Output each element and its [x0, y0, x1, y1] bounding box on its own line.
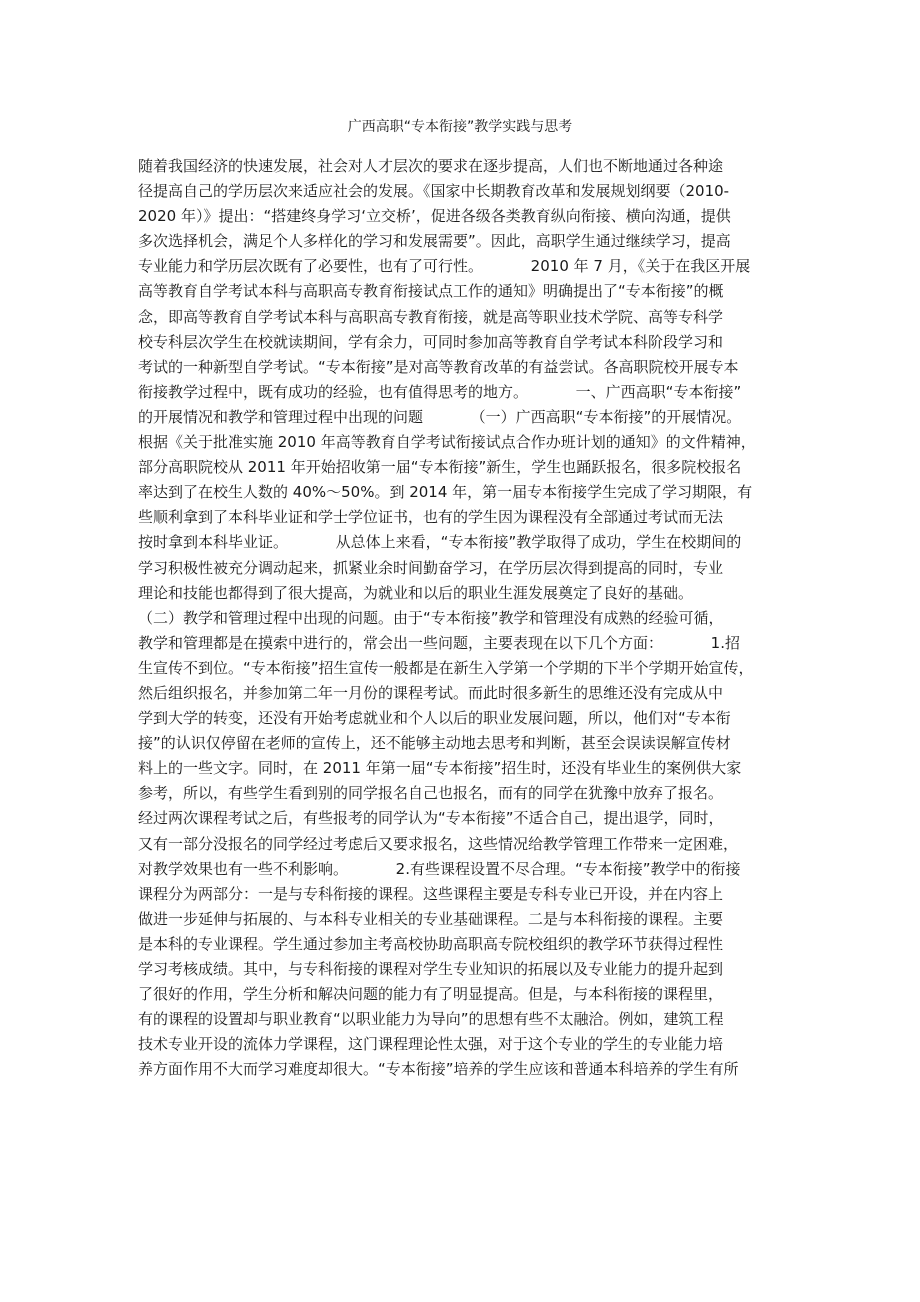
body-text-line: 考试的一种新型自学考试。“专本衔接”是对高等教育改革的有益尝试。各高职院校开展专本: [138, 357, 739, 376]
body-text-line: 衔接教学过程中，既有成功的经验，也有值得思考的地方。 一、广西高职“专本衔接”: [138, 382, 742, 401]
body-text-line: 念，即高等教育自学考试本科与高职高专教育衔接，就是高等职业技术学院、高等专科学: [138, 307, 724, 326]
body-text-line: 专业能力和学历层次既有了必要性，也有了可行性。 2010 年 7 月，《关于在我区开展: [138, 257, 751, 276]
body-text-line: 径提高自己的学历层次来适应社会的发展。《国家中长期教育改革和发展规划纲要（2010-: [138, 182, 730, 201]
body-text-line: 参考，所以，有些学生看到别的同学报名自己也报名，而有的同学在犹豫中放弃了报名。: [138, 784, 724, 803]
body-text-line: 料上的一些文字。同时，在 2011 年第一届“专本衔接”招生时，还没有毕业生的案例供大家: [138, 759, 742, 778]
body-text-line: 按时拿到本科毕业证。 从总体上来看，“专本衔接”教学取得了成功，学生在校期间的: [138, 533, 742, 552]
body-text-line: （二）教学和管理过程中出现的问题。由于“专本衔接”教学和管理没有成熟的经验可循，: [138, 608, 724, 627]
body-text-line: 学习积极性被充分调动起来，抓紧业余时间勤奋学习，在学历层次得到提高的同时，专业: [138, 558, 724, 577]
body-text-line: 生宣传不到位。“专本衔接”招生宣传一般都是在新生入学第一个学期的下半个学期开始宣传，: [138, 658, 754, 677]
body-text-line: 学习考核成绩。其中，与专科衔接的课程对学生专业知识的拓展以及专业能力的提升起到: [138, 960, 724, 978]
body-text-line: 是本科的专业课程。学生通过参加主考高校协助高职高专院校组织的教学环节获得过程性: [138, 934, 724, 953]
body-text-line: 的开展情况和教学和管理过程中出现的问题 （一）广西高职“专本衔接”的开展情况。: [138, 407, 742, 426]
body-text-line: 2020 年）》提出：“搭建终身学习‘立交桥’，促进各级各类教育纵向衔接、横向沟通，提供: [138, 207, 731, 226]
document-title: 广西高职“专本衔接”教学实践与思考: [347, 119, 573, 135]
document-body: [138, 154, 788, 1082]
body-text-line: 了很好的作用，学生分析和解决问题的能力有了明显提高。但是，与本科衔接的课程里，: [138, 985, 724, 1004]
body-text-line: 又有一部分没报名的同学经过考虑后又要求报名，这些情况给教学管理工作带来一定困难，: [138, 834, 739, 853]
body-text-line: 校专科层次学生在校就读期间，学有余力，可同时参加高等教育自学考试本科阶段学习和: [138, 332, 724, 351]
body-text-line: 有的课程的设置却与职业教育“以职业能力为导向”的思想有些不太融洽。例如，建筑工程: [138, 1010, 724, 1029]
body-text-line: 课程分为两部分：一是与专科衔接的课程。这些课程主要是专科专业已开设，并在内容上: [138, 884, 724, 903]
body-text-line: 对教学效果也有一些不利影响。 2.有些课程设置不尽合理。“专本衔接”教学中的衔接: [138, 859, 741, 878]
body-text-line: 养方面作用不大而学习难度却很大。“专本衔接”培养的学生应该和普通本科培养的学生有所: [138, 1060, 739, 1079]
body-text-line: 部分高职院校从 2011 年开始招收第一届“专本衔接”新生，学生也踊跃报名，很多院校报名: [138, 458, 742, 477]
body-text-line: 率达到了在校生人数的 40%～50%。到 2014 年，第一届专本衔接学生完成了学习期限，有: [138, 483, 753, 502]
body-text-line: 学到大学的转变，还没有开始考虑就业和个人以后的职业发展问题，所以，他们对“专本衔: [138, 709, 731, 728]
body-text-line: 然后组织报名，并参加第二年一月份的课程考试。而此时很多新生的思维还没有完成从中: [138, 683, 724, 702]
body-text-line: 随着我国经济的快速发展，社会对人才层次的要求在逐步提高，人们也不断地通过各种途: [138, 157, 724, 175]
body-text-line: 些顺利拿到了本科毕业证和学士学位证书，也有的学生因为课程没有全部通过考试而无法: [138, 508, 724, 527]
body-text-line: 理论和技能也都得到了很大提高，为就业和以后的职业生涯发展奠定了良好的基础。: [138, 583, 694, 602]
body-text-line: 根据《关于批准实施 2010 年高等教育自学考试衔接试点合作办班计划的通知》的文件精神，: [138, 433, 756, 452]
body-text-line: 多次选择机会，满足个人多样化的学习和发展需要”。因此，高职学生通过继续学习，提高: [138, 232, 731, 251]
body-text-line: 教学和管理都是在摸索中进行的，常会出一些问题，主要表现在以下几个方面： 1.招: [138, 633, 740, 652]
body-text-line: 技术专业开设的流体力学课程，这门课程理论性太强，对于这个专业的学生的专业能力培: [138, 1035, 724, 1054]
body-text-line: 接”的认识仅停留在老师的宣传上，还不能够主动地去思考和判断，甚至会误读误解宣传材: [138, 734, 731, 753]
body-text-line: 做进一步延伸与拓展的、与本科专业相关的专业基础课程。二是与本科衔接的课程。主要: [138, 909, 724, 928]
body-text-line: 高等教育自学考试本科与高职高专教育衔接试点工作的通知》明确提出了“专本衔接”的概: [138, 282, 724, 301]
body-text-line: 经过两次课程考试之后，有些报考的同学认为“专本衔接”不适合自己，提出退学，同时，: [138, 809, 724, 828]
